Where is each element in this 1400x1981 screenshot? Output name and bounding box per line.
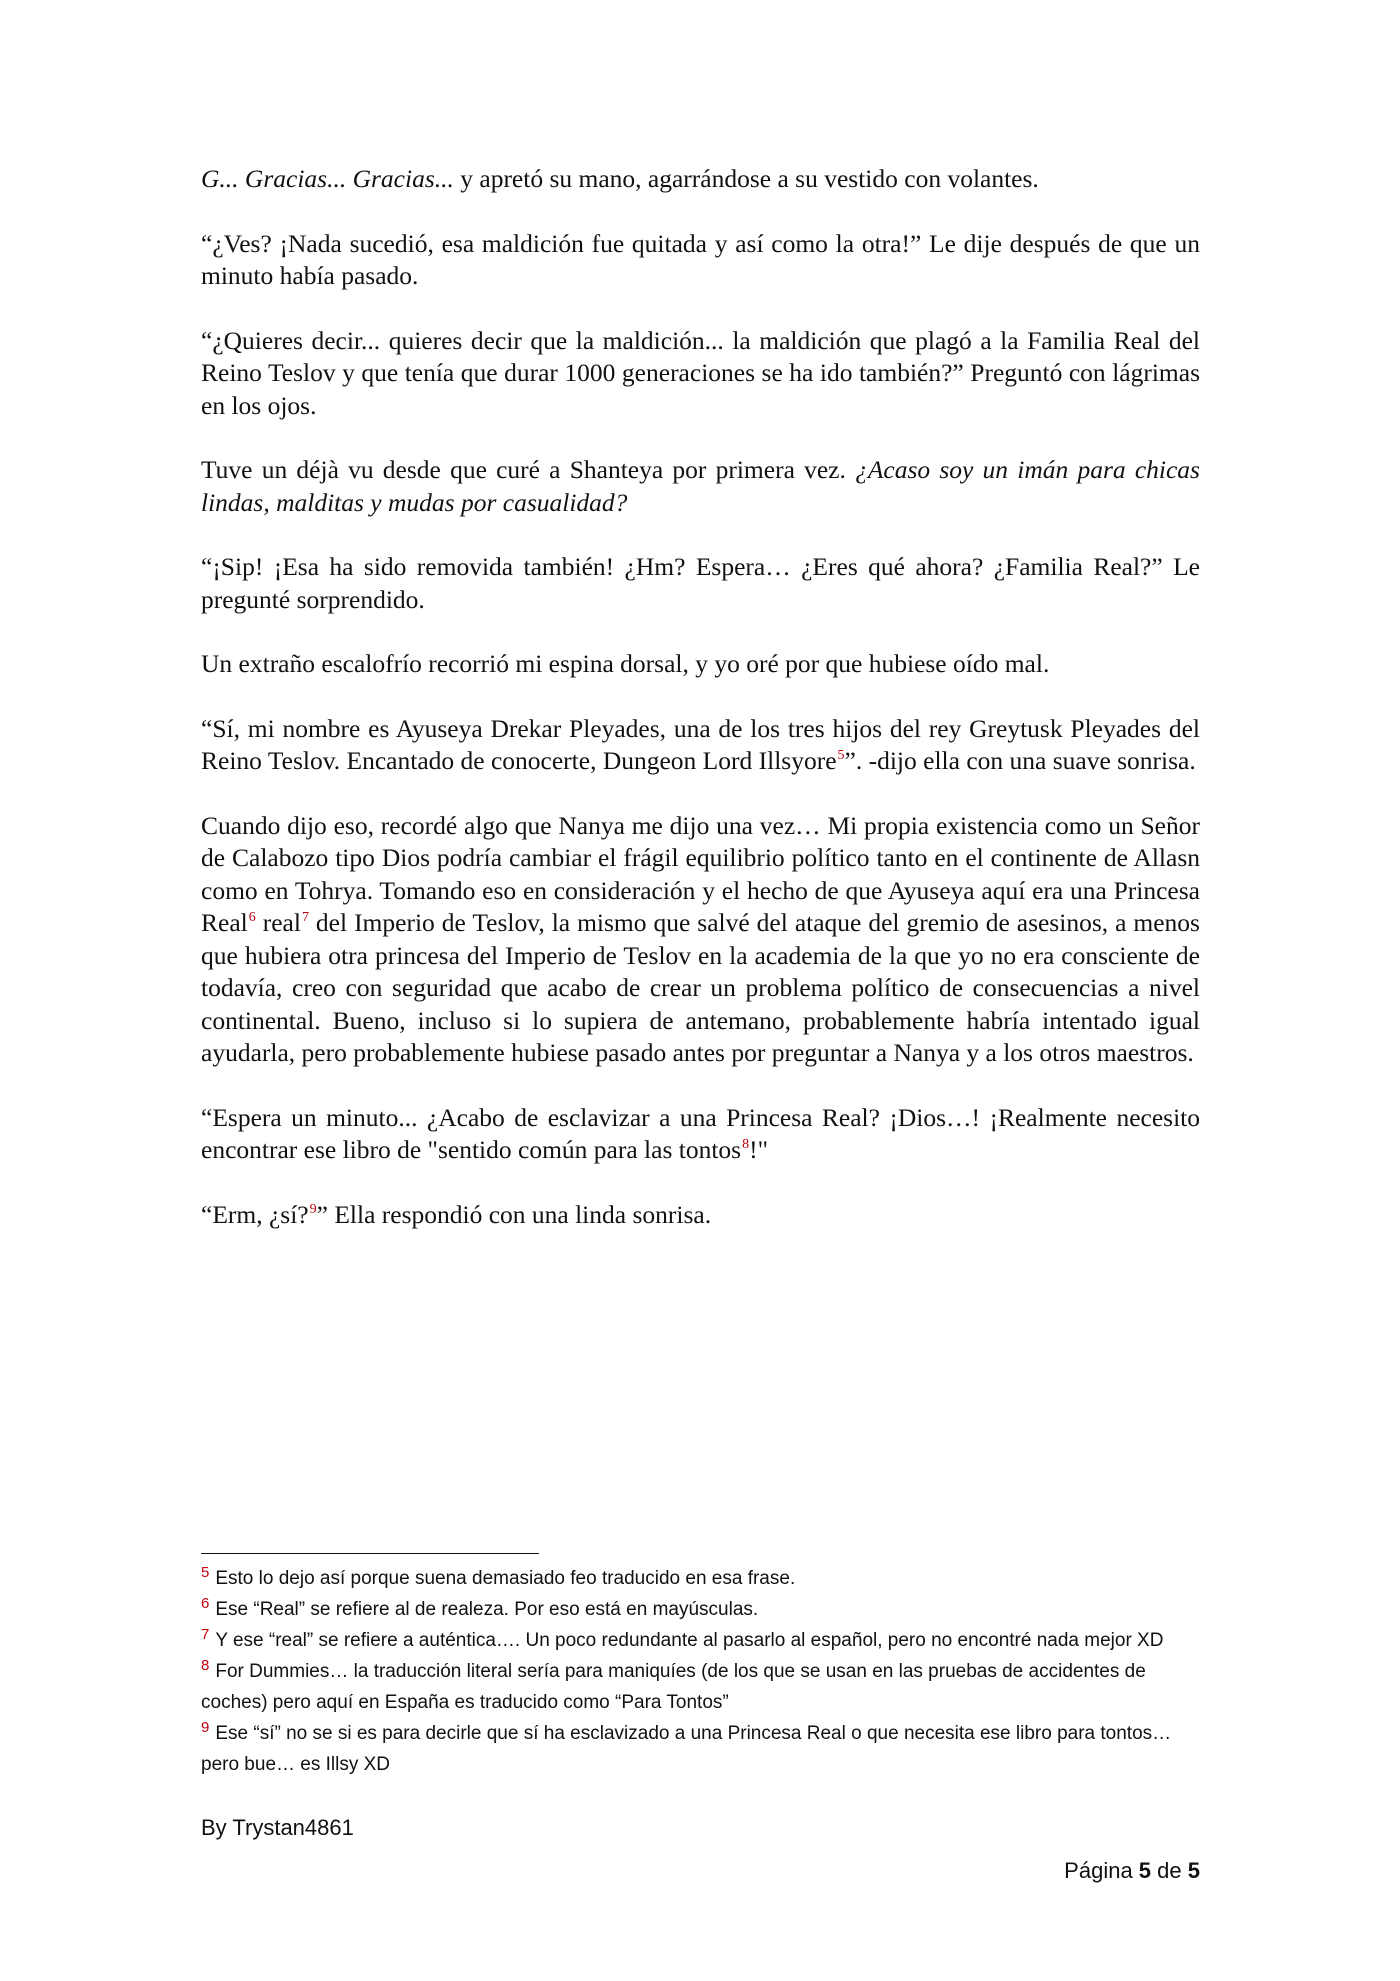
paragraph-6: Un extraño escalofrío recorrió mi espina dorsal, y yo oré por que hubiese oído mal.	[201, 649, 1050, 678]
paragraph-4-italic: ¿Acaso soy un imán para chicas lindas, malditas y mudas por casualidad?	[201, 455, 1200, 517]
paragraph-10	[201, 1199, 1200, 1232]
footnote-ref-8[interactable]: 8	[742, 1137, 750, 1152]
page-number	[1064, 1858, 1200, 1884]
footnote-number: 7	[201, 1626, 210, 1643]
footnote-ref-9[interactable]: 9	[309, 1201, 317, 1217]
paragraph-2: “¿Ves? ¡Nada sucedió, esa maldición fue quitada y así como la otra!” Le dije después de que un minuto había pasado.	[201, 228, 1200, 290]
footnotes	[201, 1563, 1200, 1780]
body-text	[201, 163, 1200, 1263]
footnote-ref-7[interactable]: 7	[301, 910, 309, 925]
paragraph-8-text-a: Cuando dijo eso, recordé algo que Nanya me dijo una vez… Mi propia existencia como un Señor de Calabozo tipo Dios podría cambiar el frágil equilibrio político tanto en el continente de Allasn como en Tohrya. Tomando eso en consideración y el hecho de que Ayuseya aquí era una Princesa Real	[201, 810, 1200, 937]
footnote-6	[201, 1594, 1200, 1625]
footnote-5	[201, 1563, 1200, 1594]
footnote-text: Y ese “real” se refiere a auténtica…. Un poco redundante al pasarlo al español, pero no encontré nada mejor XD	[215, 1630, 1164, 1651]
paragraph-1-italic: G... Gracias... Gracias...	[201, 164, 454, 193]
page-separator: de	[1151, 1858, 1188, 1883]
paragraph-1	[201, 163, 1200, 196]
footnote-9	[201, 1718, 1200, 1780]
footnote-text: Esto lo dejo así porque suena demasiado feo traducido en esa frase.	[215, 1568, 796, 1589]
paragraph-7-text-a: “Sí, mi nombre es Ayuseya Drekar Pleyades, una de los tres hijos del rey Greytusk Pleyades del Reino Teslov. Encantado de conocerte, Dungeon Lord Illsyore	[201, 713, 1200, 775]
footnote-text: Ese “Real” se refiere al de realeza. Por eso está en mayúsculas.	[215, 1599, 759, 1620]
paragraph-4	[201, 454, 1200, 519]
total-pages: 5	[1187, 1858, 1200, 1883]
paragraph-3: “¿Quieres decir... quieres decir que la maldición... la maldición que plagó a la Familia Real del Reino Teslov y que tenía que durar 1000 generaciones se ha ido también?” Preguntó con lágrimas en los ojos.	[201, 325, 1200, 420]
footnote-number: 9	[201, 1719, 210, 1736]
paragraph-8	[201, 810, 1200, 1070]
footnote-7	[201, 1625, 1200, 1656]
paragraph-8-text-c: del Imperio de Teslov, la mismo que salvé del ataque del gremio de asesinos, a menos que hubiera otra princesa del Imperio de Teslov en la academia de la que yo no era consciente de todavía, creo con seguridad que acabo de crear un problema político de consecuencias a nivel continental. Bueno, incluso si lo supiera de antemano, probablemente habría intentado igual ayudarla, pero probablemente hubiese pasado antes por preguntar a Nanya y a los otros maestros.	[201, 908, 1200, 1067]
footnote-text: Ese “sí” no se si es para decirle que sí ha esclavizado a una Princesa Real o que necesita ese libro para tontos… pero bue… es Illsy XD	[201, 1723, 1172, 1775]
footnote-ref-6[interactable]: 6	[248, 910, 256, 925]
paragraph-9	[201, 1102, 1200, 1167]
paragraph-10-text-a: “Erm, ¿sí?	[201, 1199, 309, 1229]
footnote-8	[201, 1656, 1200, 1718]
current-page: 5	[1138, 1858, 1152, 1883]
paragraph-7-text-b: ”. -dijo ella con una suave sonrisa.	[844, 746, 1196, 775]
footnote-number: 5	[201, 1564, 210, 1581]
paragraph-9-text-b: !"	[749, 1135, 768, 1164]
paragraph-5: “¡Sip! ¡Esa ha sido removida también! ¿Hm? Espera… ¿Eres qué ahora? ¿Familia Real?” Le pregunté sorprendido.	[201, 552, 1200, 614]
page-label: Página	[1064, 1858, 1139, 1883]
paragraph-10-text-b: ” Ella respondió con una linda sonrisa.	[316, 1199, 712, 1229]
paragraph-8-text-b: real	[255, 908, 301, 937]
footnote-text: For Dummies… la traducción literal sería para maniquíes (de los que se usan en las pruebas de accidentes de coches) pero aquí en España es traducido como “Para Tontos”	[201, 1661, 1146, 1713]
paragraph-7	[201, 713, 1200, 778]
footnote-number: 6	[201, 1595, 210, 1612]
paragraph-4-text: Tuve un déjà vu desde que curé a Shanteya por primera vez.	[201, 455, 856, 484]
footnote-divider	[201, 1553, 539, 1554]
footnote-ref-5[interactable]: 5	[837, 748, 845, 763]
paragraph-1-text: y apretó su mano, agarrándose a su vestido con volantes.	[453, 164, 1039, 193]
footnote-number: 8	[201, 1657, 210, 1674]
paragraph-9-text-a: “Espera un minuto... ¿Acabo de esclavizar a una Princesa Real? ¡Dios…! ¡Realmente necesito encontrar ese libro de "sentido común para las tontos	[201, 1102, 1200, 1164]
byline: By Trystan4861	[201, 1815, 354, 1840]
